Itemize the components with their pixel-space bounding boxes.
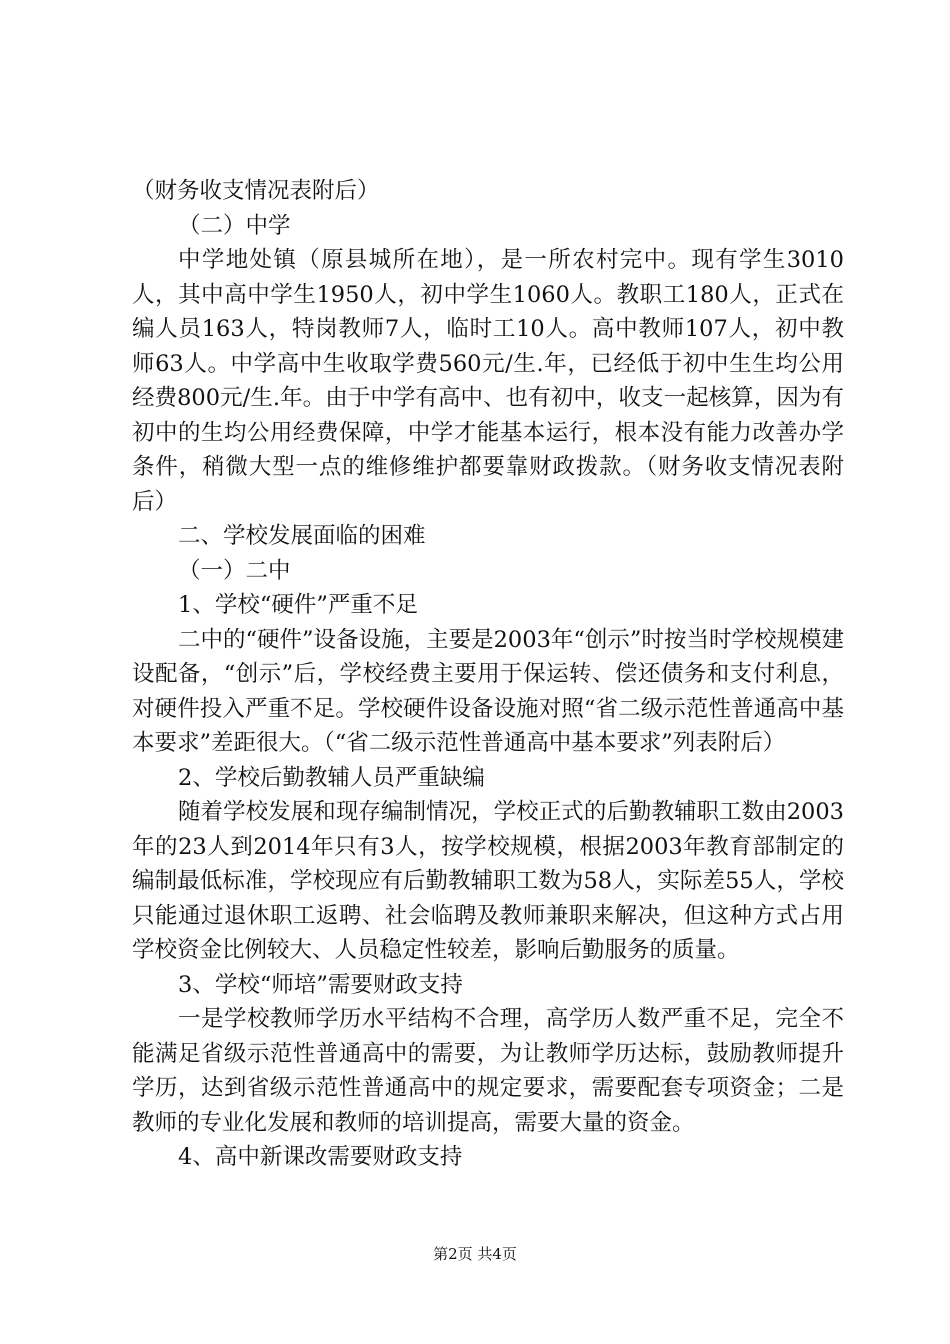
- page-number-footer: 第2页 共4页: [433, 1245, 517, 1263]
- paragraph: 一是学校教师学历水平结构不合理，高学历人数严重不足，完全不能满足省级示范性普通高中的需要，为让教师学历达标，鼓励教师提升学历，达到省级示范性普通高中的规定要求，需要配套专项资金；二是教师的专业化发展和教师的培训提高，需要大量的资金。: [132, 1006, 844, 1136]
- section-heading: 1、学校“硬件”严重不足: [178, 592, 418, 618]
- paragraph: 随着学校发展和现存编制情况，学校正式的后勤教辅职工数由2003年的23人到2014年只有3人，按学校规模，根据2003年教育部制定的编制最低标准，学校现应有后勤教辅职工数为58人，实际差55人，学校只能通过退休职工返聘、社会临聘及教师兼职来解决，但这种方式占用学校资金比例较大、人员稳定性较差，影响后勤服务的质量。: [132, 799, 844, 963]
- paragraph: （财务收支情况表附后）: [132, 178, 380, 204]
- paragraph: 中学地处镇（原县城所在地），是一所农村完中。现有学生3010人，其中高中学生1950人，初中学生1060人。教职工180人，正式在编人员163人，特岗教师7人，临时工10人。高中教师107人，初中教师63人。中学高中生收取学费560元/生.年，已经低于初中生生均公用经费800元/生.年。由于中学有高中、也有初中，收支一起核算，因为有初中的生均公用经费保障，中学才能基本运行，根本没有能力改善办学条件，稍微大型一点的维修维护都要靠财政拨款。（财务收支情况表附后）: [132, 247, 844, 515]
- section-heading: 4、高中新课改需要财政支持: [178, 1144, 463, 1170]
- section-heading: 2、学校后勤教辅人员严重缺编: [178, 764, 485, 791]
- paragraph: 二中的“硬件”设备设施，主要是2003年“创示”时按当时学校规模建设配备，“创示”后，学校经费主要用于保运转、偿还债务和支付利息，对硬件投入严重不足。学校硬件设备设施对照“省二级示范性普通高中基本要求”差距很大。（“省二级示范性普通高中基本要求”列表附后）: [132, 626, 844, 756]
- section-heading: 二、学校发展面临的困难: [178, 523, 426, 549]
- document-body: [132, 174, 844, 1175]
- section-heading: 3、学校“师培”需要财政支持: [178, 971, 463, 998]
- section-heading: （二）中学: [178, 212, 291, 239]
- section-heading: （一）二中: [178, 557, 291, 584]
